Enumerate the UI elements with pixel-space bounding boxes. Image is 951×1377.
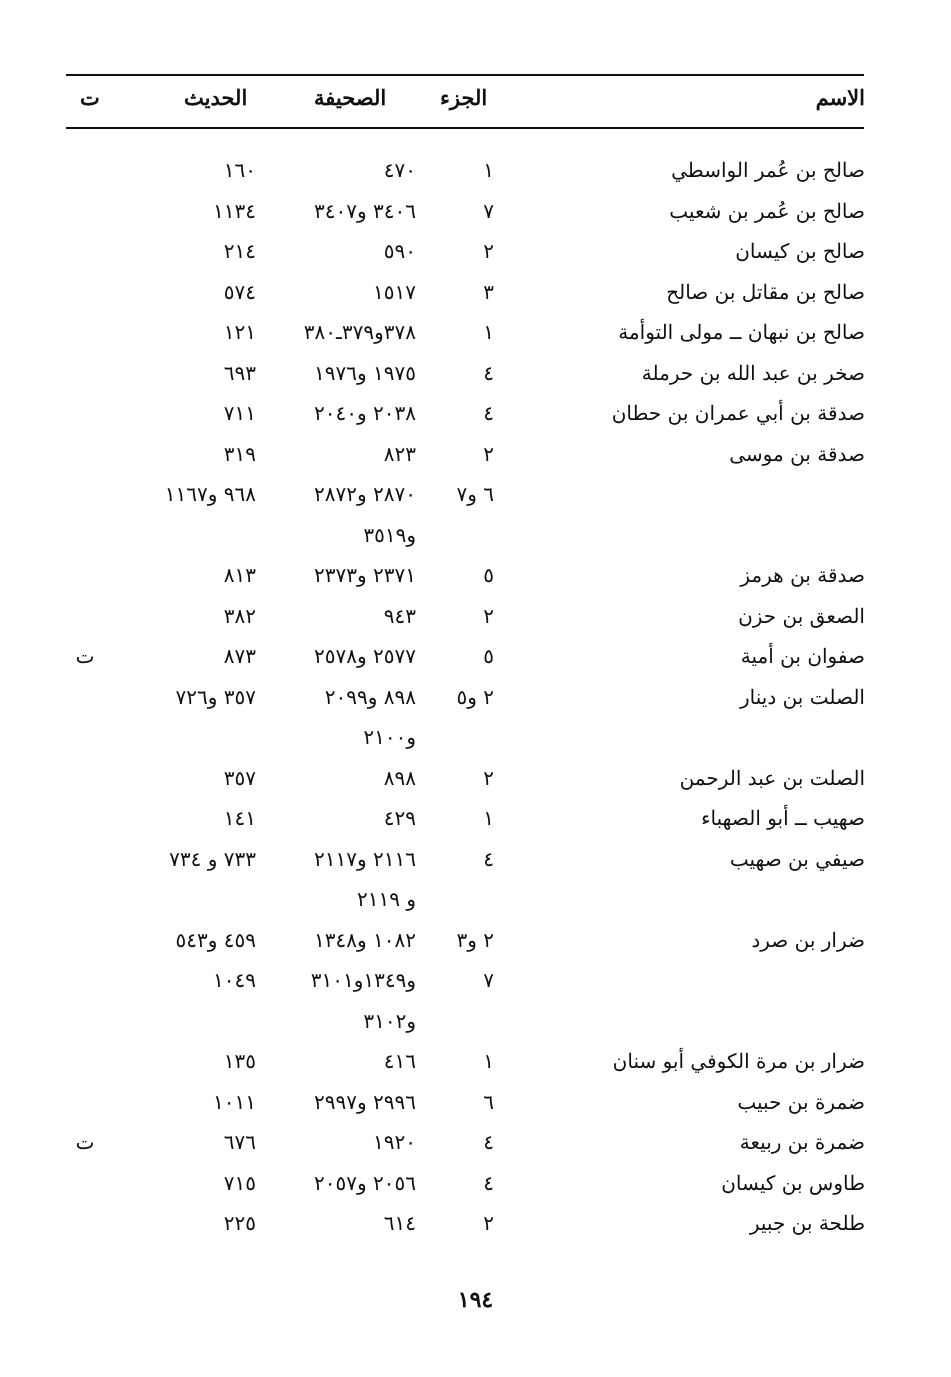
header-volume: الجزء (440, 85, 488, 110)
page-cell: ٢١١٦ و٢١١٧ (314, 846, 416, 871)
name-cell: ضمرة بن حبيب (737, 1089, 865, 1114)
page-cell: ١٩٧٥ و١٩٧٦ (314, 360, 416, 385)
hadith-cell: ٢٢٥ (223, 1211, 256, 1235)
hadith-cell: ١٣٥ (223, 1049, 256, 1073)
name-cell: الصعق بن حزن (738, 603, 865, 628)
page-cell: ٤٢٩ (383, 806, 416, 830)
name-cell: الصلت بن عبد الرحمن (679, 765, 865, 790)
name-cell: صدقة بن هرمز (740, 563, 865, 587)
volume-cell: ٢ و٣ (456, 927, 494, 952)
volume-cell: ٢ (483, 765, 494, 790)
hadith-cell: ١٢١ (223, 320, 256, 344)
volume-cell: ٢ (483, 441, 494, 466)
volume-cell: ٧ (483, 968, 494, 992)
page-cell: ٢٥٧٧ و٢٥٧٨ (314, 644, 416, 668)
volume-cell: ٥ (483, 644, 494, 668)
page-cell: ٢٨٧٠ و٢٨٧٢ (314, 482, 416, 506)
page-number: ١٩٤ (457, 1287, 494, 1313)
header-top-rule (66, 74, 864, 76)
hadith-cell: ٩٦٨ و١١٦٧ (164, 482, 256, 506)
hadith-cell: ٦٧٦ (223, 1130, 256, 1154)
page-cell: ١٩٢٠ (373, 1130, 416, 1154)
page-cell: ٣٧٨و٣٧٩ـ٣٨٠ (303, 320, 416, 344)
name-cell: صالح بن عُمر الواسطي (671, 158, 865, 182)
page-cell: ٦١٤ (383, 1211, 416, 1235)
volume-cell: ١ (483, 158, 494, 182)
page-cell: و٢١٠٠ (363, 725, 416, 749)
page-cell: ١٠٨٢ و١٣٤٨ (314, 927, 416, 952)
hadith-cell: ١٠٤٩ (213, 968, 256, 992)
name-cell: طلحة بن جبير (749, 1211, 865, 1235)
name-cell: صهيب ــ أبو الصهباء (701, 806, 865, 830)
volume-cell: ٤ (483, 1130, 494, 1154)
hadith-cell: ٧١٥ (223, 1170, 256, 1195)
volume-cell: ٥ (483, 563, 494, 587)
page-cell: ٩٤٣ (383, 603, 416, 628)
page-cell: و٣٥١٩ (363, 522, 416, 547)
volume-cell: ٢ (483, 1211, 494, 1235)
hadith-cell: ٥٧٤ (223, 279, 256, 304)
t-cell: ت (75, 644, 95, 668)
hadith-cell: ١٤١ (223, 806, 256, 830)
hadith-cell: ١١٣٤ (213, 198, 256, 223)
header-t: ت (80, 85, 100, 110)
name-cell: صفوان بن أمية (740, 644, 865, 668)
header-page: الصحيفة (314, 85, 387, 110)
header-bottom-rule (66, 127, 864, 129)
hadith-cell: ٦٩٣ (223, 360, 256, 385)
volume-cell: ٤ (483, 846, 494, 871)
volume-cell: ١ (483, 806, 494, 830)
name-cell: صالح بن نبهان ــ مولى التوأمة (618, 320, 865, 344)
page-cell: ٤١٦ (383, 1049, 416, 1073)
volume-cell: ٧ (483, 198, 494, 223)
page-cell: ٥٩٠ (383, 239, 416, 263)
page-cell: ٢٠٣٨ و٢٠٤٠ (314, 401, 416, 425)
page-cell: ٨٩٨ (383, 765, 416, 790)
volume-cell: ١ (483, 320, 494, 344)
name-cell: صخر بن عبد الله بن حرملة (641, 360, 865, 385)
volume-cell: ٤ (483, 401, 494, 425)
hadith-cell: ٨١٣ (223, 563, 256, 587)
name-cell: طاوس بن كيسان (721, 1170, 865, 1195)
name-cell: صدقة بن أبي عمران بن حطان (611, 401, 865, 425)
header-name: الاسم (815, 85, 865, 110)
t-cell: ت (75, 1130, 95, 1154)
name-cell: الصلت بن دينار (739, 684, 865, 709)
name-cell: صدقة بن موسى (729, 441, 865, 466)
page-cell: ٨٩٨ و٢٠٩٩ (324, 684, 416, 709)
volume-cell: ٦ و٧ (456, 482, 494, 506)
name-cell: صالح بن مقاتل بن صالح (666, 279, 865, 304)
name-cell: صالح بن عُمر بن شعيب (669, 198, 865, 223)
volume-cell: ٤ (483, 1170, 494, 1195)
name-cell: صيفي بن صهيب (729, 846, 865, 871)
volume-cell: ٢ و٥ (456, 684, 494, 709)
volume-cell: ٦ (483, 1089, 494, 1114)
page-cell: ٨٢٣ (383, 441, 416, 466)
volume-cell: ٢ (483, 603, 494, 628)
page-cell: ٣٤٠٦ و٣٤٠٧ (314, 198, 416, 223)
volume-cell: ٢ (483, 239, 494, 263)
page-cell: ٢٣٧١ و٢٣٧٣ (314, 563, 416, 587)
page-cell: ٢٩٩٦ و٢٩٩٧ (314, 1089, 416, 1114)
page-cell: و١٣٤٩و٣١٠١ (310, 968, 416, 992)
volume-cell: ٣ (483, 279, 494, 304)
name-cell: ضرار بن مرة الكوفي أبو سنان (612, 1049, 865, 1073)
hadith-cell: ١٠١١ (213, 1089, 256, 1114)
hadith-cell: ١٦٠ (223, 158, 256, 182)
name-cell: ضمرة بن ربيعة (739, 1130, 865, 1154)
hadith-cell: ٧٣٣ و ٧٣٤ (169, 846, 256, 871)
hadith-cell: ٢١٤ (223, 239, 256, 263)
hadith-cell: ٧١١ (223, 401, 256, 425)
page-cell: و ٢١١٩ (357, 887, 416, 911)
volume-cell: ٤ (483, 360, 494, 385)
volume-cell: ١ (483, 1049, 494, 1073)
page-cell: ١٥١٧ (373, 279, 416, 304)
page-cell: ٤٧٠ (383, 158, 416, 182)
page-cell: ٢٠٥٦ و٢٠٥٧ (314, 1170, 416, 1195)
hadith-cell: ٤٥٩ و٥٤٣ (175, 927, 256, 952)
hadith-cell: ٣٨٢ (223, 603, 256, 628)
page-cell: و٣١٠٢ (363, 1008, 416, 1033)
hadith-cell: ٣١٩ (223, 441, 256, 466)
name-cell: صالح بن كيسان (735, 239, 865, 263)
hadith-cell: ٣٥٧ (223, 765, 256, 790)
hadith-cell: ٣٥٧ و٧٢٦ (175, 684, 256, 709)
name-cell: ضرار بن صرد (751, 927, 865, 952)
hadith-cell: ٨٧٣ (223, 644, 256, 668)
header-hadith: الحديث (184, 85, 248, 110)
